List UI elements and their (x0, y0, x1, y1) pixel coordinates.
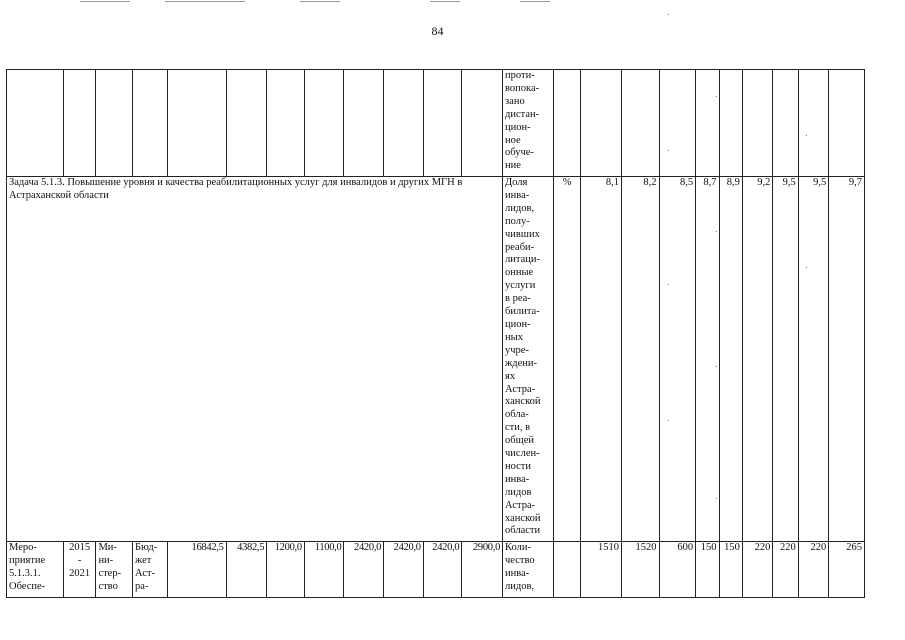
scan-speck (716, 231, 717, 232)
table-row-task (7, 177, 865, 542)
finance-cell: 2900,0 (462, 542, 503, 598)
value-cell: 1510 (581, 542, 622, 598)
value-cell: 220 (798, 542, 828, 598)
finance-cell: 16842,5 (167, 542, 226, 598)
table-row-measure (7, 542, 865, 598)
scan-speck (716, 498, 717, 499)
scan-speck (716, 96, 717, 97)
value-cell: 150 (696, 542, 719, 598)
scan-speck (668, 150, 669, 151)
period-cell: 2015 - 2021 (63, 542, 96, 598)
scan-edge-marks (0, 0, 905, 6)
unit-cell (553, 542, 580, 598)
value-cell: 220 (742, 542, 772, 598)
value-cell: 9,2 (742, 177, 772, 542)
scan-speck (716, 366, 717, 367)
value-cell: 265 (829, 542, 865, 598)
scan-speck (806, 135, 807, 136)
finance-cell: 2420,0 (344, 542, 384, 598)
value-cell: 8,1 (581, 177, 622, 542)
indicator-cell: Доля инва- лидов, полу- чивших реаби- литаци- онные услуги в реа- билита- цион- ных учре- ждени- ях Астра- ханской обла- сти, в общей числен- ности инва- лидов Астра- ханской области (503, 177, 554, 542)
value-cell: 150 (719, 542, 742, 598)
value-cell: 8,5 (659, 177, 696, 542)
finance-cell: 4382,5 (226, 542, 267, 598)
unit-cell: % (553, 177, 580, 542)
scan-speck (668, 14, 669, 15)
value-cell: 9,5 (773, 177, 798, 542)
value-cell: 8,7 (696, 177, 719, 542)
indicator-cell: проти- вопока- зано дистан- цион- ное обуче- ние (503, 70, 554, 177)
program-measures-table (6, 69, 865, 598)
task-title: Задача 5.1.3. Повышение уровня и качества реабилитационных услуг для инвалидов и других МГН в Астраханской области (7, 177, 503, 542)
value-cell: 8,2 (621, 177, 659, 542)
finance-cell: 2420,0 (423, 542, 462, 598)
finance-cell: 1100,0 (304, 542, 344, 598)
scan-speck (668, 420, 669, 421)
scan-speck (806, 267, 807, 268)
executor-cell: Ми- ни- стер- ство (96, 542, 133, 598)
value-cell: 600 (659, 542, 696, 598)
value-cell: 9,7 (829, 177, 865, 542)
finance-cell: 1200,0 (267, 542, 305, 598)
source-cell: Бюд- жет Аст- ра- (133, 542, 168, 598)
value-cell: 1520 (621, 542, 659, 598)
value-cell: 9,5 (798, 177, 828, 542)
value-cell: 220 (773, 542, 798, 598)
table-row-continuation (7, 70, 865, 177)
page-number: 84 (431, 24, 444, 38)
scan-speck (668, 284, 669, 285)
measure-name: Меро- приятие 5.1.3.1. Обеспе- (7, 542, 64, 598)
indicator-cell: Коли- чество инва- лидов, (503, 542, 554, 598)
finance-cell: 2420,0 (384, 542, 424, 598)
value-cell: 8,9 (719, 177, 742, 542)
